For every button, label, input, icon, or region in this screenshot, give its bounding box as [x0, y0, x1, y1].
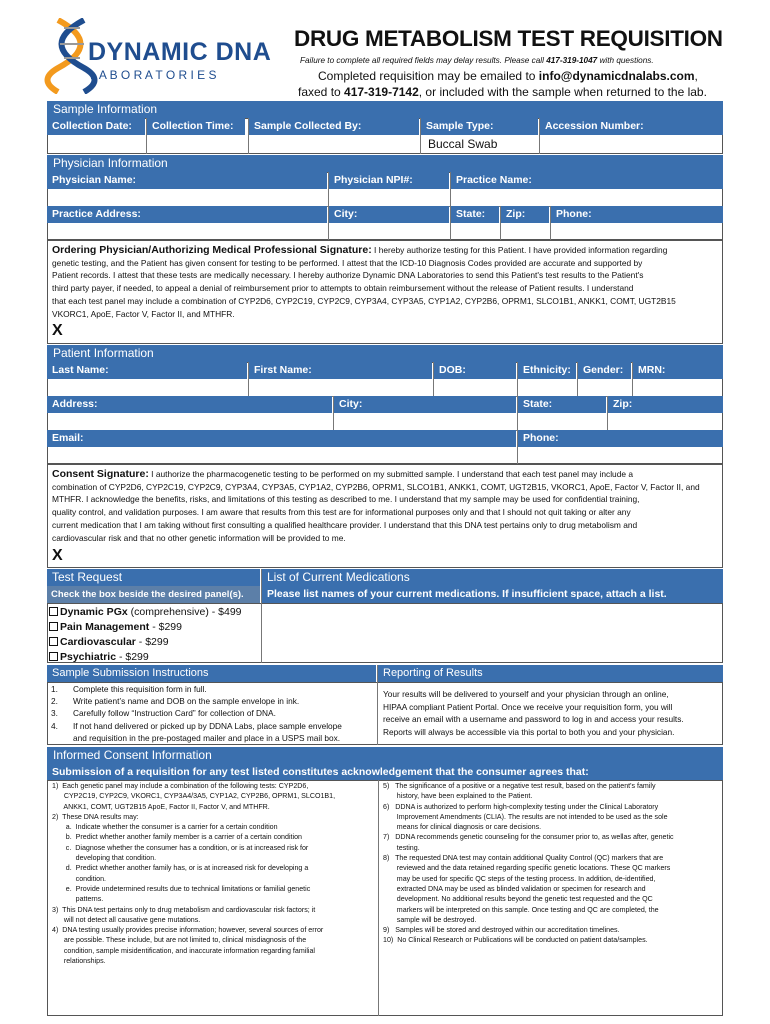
- last-name-label: Last Name:: [47, 362, 247, 379]
- ethnicity-label: Ethnicity:: [518, 362, 576, 379]
- collection-date-field[interactable]: [47, 136, 146, 154]
- checkbox[interactable]: [49, 652, 58, 661]
- consent-item-line: e. Provide undetermined results due to technical limitations or familial genetic: [52, 884, 311, 893]
- consent-item-line: 10) No Clinical Research or Publications will be conducted on patient data/samples.: [383, 936, 648, 945]
- consent-item-line: will not detect all causative gene mutations.: [52, 915, 201, 924]
- consent-item-line: b. Predict whether another family member is a carrier of a certain condition: [52, 833, 302, 842]
- consent-item-line: markers will be interpreted on this sample. Once testing and QC are completed, the: [383, 905, 659, 914]
- consent-item-line: c. Diagnose whether the consumer has a condition, or is at increased risk for: [52, 843, 309, 852]
- consent-heading: Consent Signature:: [52, 468, 149, 480]
- test-panel-list: [49, 605, 242, 665]
- checkbox[interactable]: [49, 622, 58, 631]
- submission-steps: 1. Complete this requisition form in full. 2. Write patient’s name and DOB on the sample envelope in ink. 3. Carefully follow “Instruction Card” for collection of DNA. 4. If not hand delivered or picked up by DDNA Labs, place sample envelope and requisition in the pre-postaged mailer and place in a USPS mail box.: [51, 684, 342, 743]
- consent-item-line: condition, sample misidentification, and inaccurate information regarding familial: [52, 946, 315, 955]
- consent-item-line: may be used for specific QC steps of the testing process. In addition, de-identified,: [383, 874, 656, 883]
- page-title: DRUG METABOLISM TEST REQUISITION: [294, 26, 723, 51]
- accession-field[interactable]: [540, 136, 723, 154]
- first-name-field[interactable]: [249, 379, 433, 396]
- collection-time-label: Collection Time:: [147, 118, 245, 135]
- physician-section-header: Physician Information: [47, 155, 723, 172]
- test-request-instruction: Check the box beside the desired panel(s).: [47, 586, 260, 603]
- physician-signature-mark: X: [52, 322, 63, 339]
- panel-option-cardio[interactable]: Cardiovascular - $299: [49, 635, 242, 650]
- consent-item-line: sample will be destroyed.: [383, 915, 477, 924]
- consent-item-line: means for clinical diagnosis or care decisions.: [383, 823, 542, 832]
- checkbox[interactable]: [49, 607, 58, 616]
- physician-zip-label: Zip:: [501, 206, 549, 223]
- patient-city-label: City:: [334, 396, 516, 413]
- consent-item-line: Improvement Amendments (CLIA). The results are not intended to be used as the sole: [383, 812, 668, 821]
- step-4: 4. If not hand delivered or picked up by DDNA Labs, place sample envelope: [51, 720, 342, 731]
- last-name-field[interactable]: [47, 379, 248, 396]
- fax-number: 417-319-7142: [344, 85, 419, 99]
- consent-item-line: history, have been explained to the Patient.: [383, 792, 533, 801]
- informed-left-list: [52, 781, 376, 966]
- consent-item-line: are possible. These include, but are not limited to, clinical misdiagnosis of the: [52, 936, 307, 945]
- sample-type-value: Buccal Swab: [428, 137, 498, 151]
- informed-subheading: Submission of a requisition for any test listed constitutes acknowledgement that the consumer agrees that:: [47, 765, 723, 780]
- dob-field[interactable]: [434, 379, 517, 396]
- logo-line1: DYNAMIC DNA: [88, 38, 272, 66]
- reporting-text: Your results will be delivered to yourself and your physician through an online, HIPAA compliant Patient Portal. Once we receive your requisition form, you will receive an email with a username and password to log in and access your results. Reports will always be accessible via this portal to both you and your physician.: [383, 689, 684, 737]
- practice-address-label: Practice Address:: [47, 206, 327, 223]
- patient-address-field[interactable]: [47, 413, 333, 430]
- consent-item-line: 4) DNA testing usually provides precise information; however, several sources of error: [52, 926, 324, 935]
- consent-item-line: 6) DDNA is authorized to perform high-complexity testing under the Clinical Laboratory: [383, 802, 659, 811]
- accession-label: Accession Number:: [540, 118, 723, 135]
- submission-header: Sample Submission Instructions: [47, 665, 376, 682]
- consent-statement: Consent Signature: I authorize the pharmacogenetic testing to be performed on my submitted sample. I understand that each test panel may include a combination of CYP2D6, CYP2C19, CYP2C9, CYP3A4, CYP3A5, CYP1A2, CYP2B6, OPRM1, SLCO1B1, ANKK1, COMT, UGT2B15, VKORC1, ApoE, Factor V, Factor II, and MTHFR. I acknowledge the benefits, risks, and limitations of this testing as described to me. I understand that my sample may be used for confidential training, quality control, and validation purposes. I am aware that results from this test are for informational purposes only and that I should not quit taking or alter any current medication that I am taking without first consulting a qualified healthcare provider. I understand that this DNA test pertains only to drug metabolism and cardiovascular risk and that no other genetic information will be provided to me.: [52, 468, 700, 543]
- physician-npi-label: Physician NPI#:: [329, 172, 449, 189]
- consent-item-line: testing.: [383, 843, 420, 852]
- consent-item-line: d. Predict whether another family has, or is at increased risk for developing a: [52, 864, 309, 873]
- logo-line2: L A B O R A T O R I E S: [90, 68, 217, 82]
- consent-item-line: reviewed and the data retained regarding specific genetic locations. These QC markers: [383, 864, 671, 873]
- panel-option-psych[interactable]: Psychiatric - $299: [49, 650, 242, 665]
- dob-label: DOB:: [434, 362, 516, 379]
- test-request-header: Test Request: [47, 569, 260, 586]
- patient-address-label: Address:: [47, 396, 332, 413]
- panel-option-pgx[interactable]: Dynamic PGx (comprehensive) - $499: [49, 605, 242, 620]
- physician-phone-label: Phone:: [551, 206, 723, 223]
- consent-item-line: 3) This DNA test pertains only to drug metabolism and cardiovascular risk factors; it: [52, 905, 316, 914]
- consent-item-line: 1) Each genetic panel may include a combination of the following tests: CYP2D6,: [52, 782, 309, 790]
- consent-item-line: 7) DDNA recommends genetic counseling for the consumer prior to, as wellas after, genetic: [383, 833, 674, 842]
- reporting-header: Reporting of Results: [378, 665, 723, 682]
- practice-name-field[interactable]: [451, 189, 723, 206]
- checkbox[interactable]: [49, 637, 58, 646]
- patient-email-label: Email:: [47, 430, 516, 447]
- fax-instruction: faxed to 417-319-7142, or included with the sample when returned to the lab.: [298, 85, 707, 99]
- patient-section-header: Patient Information: [47, 345, 723, 362]
- medications-header: List of Current Medications: [262, 569, 723, 586]
- step-3: 3. Carefully follow “Instruction Card” for collection of DNA.: [51, 708, 276, 719]
- sample-section-header: Sample Information: [47, 101, 723, 118]
- medications-instruction: Please list names of your current medications. If insufficient space, attach a list.: [262, 586, 723, 603]
- patient-signature-mark: X: [52, 547, 63, 564]
- step-1: 1. Complete this requisition form in full.: [51, 684, 207, 694]
- patient-zip-label: Zip:: [608, 396, 723, 413]
- consent-item-line: developing that condition.: [52, 854, 157, 863]
- informed-section-header: Informed Consent Information: [47, 747, 723, 765]
- ordering-heading: Ordering Physician/Authorizing Medical Professional Signature:: [52, 244, 372, 256]
- practice-address-field[interactable]: [47, 223, 328, 240]
- gender-label: Gender:: [578, 362, 631, 379]
- warning-text: Failure to complete all required fields may delay results. Please call 417-319-1047 with questions.: [300, 56, 654, 65]
- consent-item-line: development. No additional results beyond the genetic test requested and the QC: [383, 895, 653, 904]
- consent-item-line: relationships.: [52, 957, 106, 966]
- consent-item-line: extracted DNA may be used as blinded validation or specimen for research and: [383, 884, 646, 893]
- physician-name-field[interactable]: [47, 189, 328, 206]
- physician-name-label: Physician Name:: [47, 172, 327, 189]
- physician-state-label: State:: [451, 206, 499, 223]
- panel-option-pain[interactable]: Pain Management - $299: [49, 620, 242, 635]
- consent-item-line: 5) The significance of a positive or a negative test result, based on the patient's family: [383, 782, 656, 790]
- consent-item-line: 9) Samples will be stored and destroyed within our accreditation timelines.: [383, 926, 620, 935]
- collection-date-label: Collection Date:: [47, 118, 145, 135]
- email-instruction: Completed requisition may be emailed to info@dynamicdnalabs.com,: [318, 69, 698, 83]
- first-name-label: First Name:: [249, 362, 432, 379]
- medications-list-field[interactable]: [264, 604, 721, 662]
- physician-npi-field[interactable]: [329, 189, 450, 206]
- informed-right-list: [383, 781, 721, 946]
- consent-item-line: condition.: [52, 874, 107, 883]
- collected-by-field[interactable]: [249, 136, 420, 154]
- consent-item-line: patterns.: [52, 895, 104, 904]
- step-2: 2. Write patient’s name and DOB on the sample envelope in ink.: [51, 696, 300, 707]
- practice-name-label: Practice Name:: [451, 172, 723, 189]
- patient-signature-field[interactable]: [70, 547, 710, 567]
- consent-item-line: 8) The requested DNA test may contain additional Quality Control (QC) markers that are: [383, 854, 664, 863]
- consent-item-line: 2) These DNA results may:: [52, 812, 139, 821]
- physician-city-label: City:: [329, 206, 449, 223]
- logo: [44, 18, 284, 96]
- sample-type-label: Sample Type:: [421, 118, 538, 135]
- collection-time-field[interactable]: [147, 136, 248, 154]
- collected-by-label: Sample Collected By:: [249, 118, 419, 135]
- patient-state-label: State:: [518, 396, 606, 413]
- mrn-label: MRN:: [633, 362, 723, 379]
- patient-phone-label: Phone:: [518, 430, 723, 447]
- contact-phone: 417-319-1047: [546, 56, 598, 65]
- consent-item-line: CYP2C19, CYP2C9, VKORC1, CYP3A4/3A5, CYP1A2, CYP2B6, OPRM1, SLCO1B1,: [52, 792, 336, 801]
- ordering-statement: Ordering Physician/Authorizing Medical Professional Signature: I hereby authorize testing for this Patient. I have provided information regarding genetic testing, and the Patient has given consent for testing to be performed. I attest that the ICD-10 Diagnosis Codes provided are accurate and supported by Patient records. I attest that these tests are medically necessary. I hereby authorize Dynamic DNA Laboratories to send this Patient's test results to the Patient's third party payer, if needed, to appeal a denial of reimbursement prior to attempts to obtain reimbursement without the release of Patient results. I understand that each test panel may include a combination of CYP2D6, CYP2C19, CYP2C9, CYP3A4, CYP3A5, CYP1A2, CYP2B6, OPRM1, SLCO1B1, ANKK1, COMT, UGT2B15 VKORC1, ApoE, Factor V, Factor II, and MTHFR.: [52, 244, 676, 319]
- physician-signature-field[interactable]: [70, 322, 710, 342]
- patient-email-field[interactable]: [47, 447, 517, 464]
- patient-phone-field[interactable]: [518, 447, 723, 464]
- consent-item-line: ANKK1, COMT, UGT2B15 ApoE, Factor II, Factor V, and MTHFR.: [52, 802, 270, 811]
- consent-item-line: a. Indicate whether the consumer is a carrier for a certain condition: [52, 823, 278, 832]
- contact-email[interactable]: info@dynamicdnalabs.com: [538, 69, 695, 83]
